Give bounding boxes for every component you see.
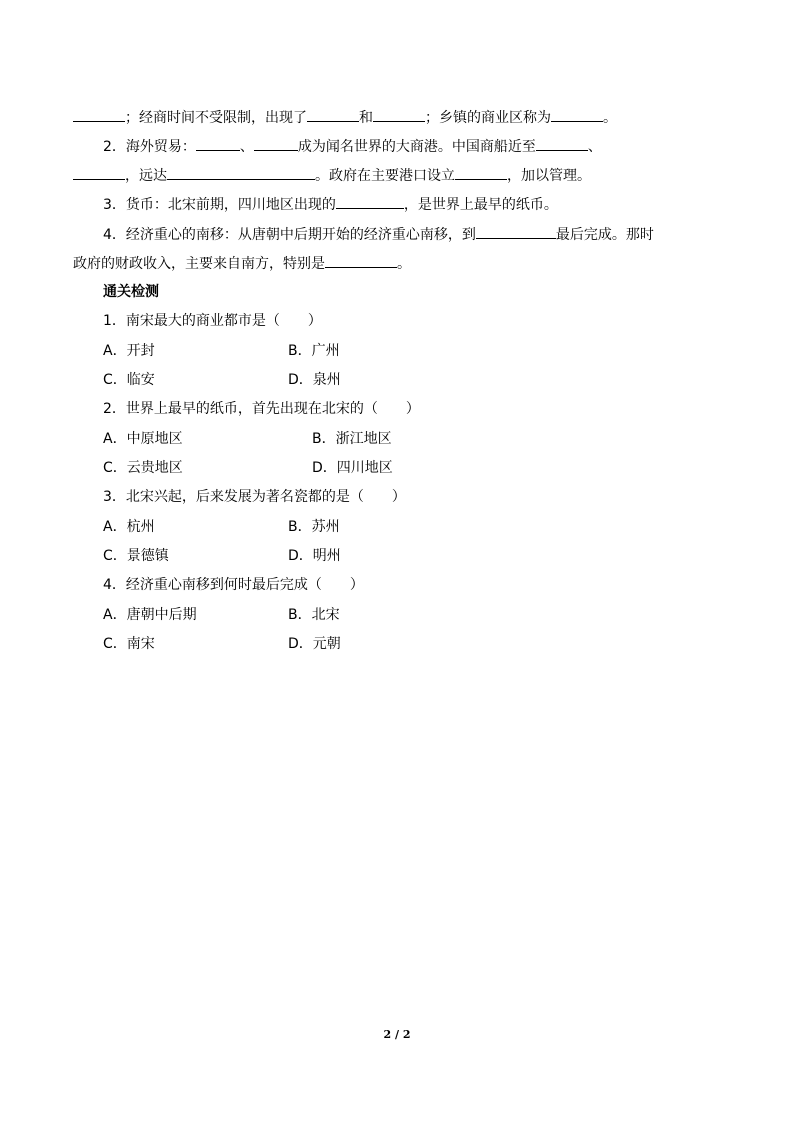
- fill-in-item-3: [103, 193, 558, 213]
- answer-blank[interactable]: [254, 135, 298, 151]
- answer-blank[interactable]: [325, 252, 397, 268]
- answer-blank[interactable]: [373, 106, 425, 122]
- question-stem: 1．南宋最大的商业都市是（ ）: [103, 313, 322, 329]
- section-title: 通关检测: [103, 284, 159, 300]
- page-number: 2 / 2: [383, 1028, 411, 1041]
- question-option[interactable]: C．景德镇: [103, 548, 169, 564]
- text-segment: ，远达: [125, 168, 167, 184]
- text-segment: ；经商时间不受限制，出现了: [125, 110, 307, 126]
- question-option[interactable]: A．杭州: [103, 519, 155, 535]
- question-option[interactable]: A．唐朝中后期: [103, 607, 197, 623]
- text-segment: 最后完成。那时: [555, 227, 654, 243]
- fill-in-item-2: [103, 135, 602, 155]
- text-segment: 。: [603, 110, 617, 126]
- question-stem: 4．经济重心南移到何时最后完成（ ）: [103, 577, 364, 593]
- text-segment: 。政府在主要港口设立: [315, 168, 455, 184]
- answer-blank[interactable]: [455, 164, 507, 180]
- answer-blank[interactable]: [536, 135, 588, 151]
- question-option[interactable]: D．明州: [288, 548, 341, 564]
- answer-blank[interactable]: [551, 106, 603, 122]
- text-segment: 和: [359, 110, 373, 126]
- text-segment: 。: [397, 256, 411, 272]
- answer-blank[interactable]: [476, 223, 556, 239]
- question-stem: 2．世界上最早的纸币，首先出现在北宋的（ ）: [103, 401, 420, 417]
- question-option[interactable]: C．临安: [103, 372, 155, 388]
- answer-blank[interactable]: [73, 164, 125, 180]
- question-option[interactable]: B．广州: [288, 343, 340, 359]
- text-segment: 经济重心的南移：从唐朝中后期开始的经济重心南移，到: [125, 227, 476, 243]
- fill-in-line-1: [73, 106, 617, 126]
- question-option[interactable]: B．北宋: [288, 607, 340, 623]
- item-number: 2．: [103, 139, 126, 155]
- question-option[interactable]: C．云贵地区: [103, 460, 183, 476]
- item-number: 4．: [103, 227, 126, 243]
- text-segment: 政府的财政收入，主要来自南方，特别是: [73, 256, 325, 272]
- text-segment: ，加以管理。: [507, 168, 591, 184]
- question-option[interactable]: B．苏州: [288, 519, 340, 535]
- question-option[interactable]: C．南宋: [103, 636, 155, 652]
- question-option[interactable]: B．浙江地区: [312, 431, 392, 447]
- text-segment: ；乡镇的商业区称为: [425, 110, 551, 126]
- question-option[interactable]: A．中原地区: [103, 431, 183, 447]
- question-option[interactable]: D．元朝: [288, 636, 341, 652]
- answer-blank[interactable]: [196, 135, 240, 151]
- fill-in-item-4-continued: [73, 252, 411, 272]
- text-segment: ，是世界上最早的纸币。: [403, 197, 558, 213]
- answer-blank[interactable]: [73, 106, 125, 122]
- text-segment: 成为闻名世界的大商港。中国商船近至: [297, 139, 536, 155]
- item-number: 3．: [103, 197, 126, 213]
- question-option[interactable]: A．开封: [103, 343, 155, 359]
- text-segment: 海外贸易：: [125, 139, 196, 155]
- fill-in-item-2-continued: [73, 164, 591, 184]
- text-segment: 货币：北宋前期，四川地区出现的: [125, 197, 336, 213]
- text-segment: 、: [587, 139, 602, 155]
- answer-blank[interactable]: [336, 193, 404, 209]
- answer-blank[interactable]: [167, 164, 315, 180]
- fill-in-item-4: [103, 223, 654, 243]
- question-option[interactable]: D．四川地区: [312, 460, 393, 476]
- text-segment: 、: [239, 139, 254, 155]
- question-option[interactable]: D．泉州: [288, 372, 341, 388]
- question-stem: 3．北宋兴起，后来发展为著名瓷都的是（ ）: [103, 489, 406, 505]
- answer-blank[interactable]: [307, 106, 359, 122]
